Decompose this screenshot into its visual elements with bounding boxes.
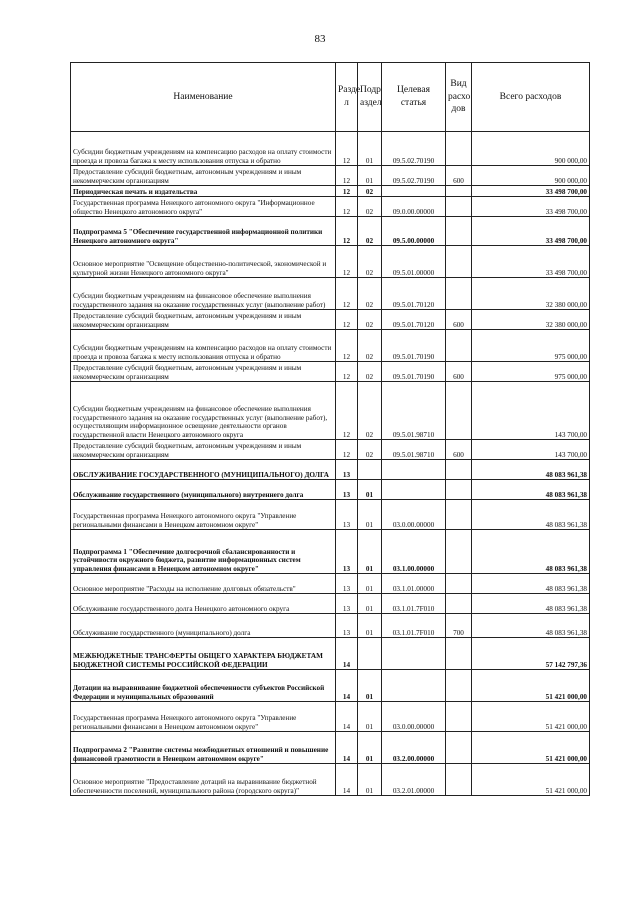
cell-section: 13	[336, 614, 358, 638]
cell-article: 09.5.02.70190	[382, 132, 446, 166]
table-row	[71, 132, 590, 166]
cell-article: 03.1.01.7F010	[382, 594, 446, 614]
cell-total: 975 000,00	[472, 362, 590, 382]
cell-total: 48 083 961,38	[472, 614, 590, 638]
cell-article	[382, 670, 446, 702]
cell-section: 12	[336, 197, 358, 217]
table-row	[71, 330, 590, 362]
cell-total: 48 083 961,38	[472, 460, 590, 480]
cell-total: 143 700,00	[472, 382, 590, 440]
cell-name: Основное мероприятие "Предоставление дотаций на выравнивание бюджетной обеспеченности поселений, муниципального района (городского округа)"	[71, 764, 336, 796]
cell-name: Основное мероприятие "Расходы на исполнение долговых обязательств"	[71, 574, 336, 594]
cell-name: Государственная программа Ненецкого автономного округа "Управление региональными финансами в Ненецком автономном округе"	[71, 702, 336, 732]
cell-section: 12	[336, 132, 358, 166]
table-row	[71, 217, 590, 246]
cell-total: 32 380 000,00	[472, 278, 590, 310]
cell-name: Предоставление субсидий бюджетным, автономным учреждениям и иным некоммерческим организациям	[71, 310, 336, 330]
cell-article: 09.5.01.98710	[382, 382, 446, 440]
cell-total: 33 498 700,00	[472, 186, 590, 197]
cell-expense-type	[446, 530, 472, 574]
cell-subsection: 01	[358, 132, 382, 166]
cell-subsection: 01	[358, 702, 382, 732]
table-row	[71, 670, 590, 702]
cell-total: 33 498 700,00	[472, 217, 590, 246]
cell-name: Предоставление субсидий бюджетным, автономным учреждениям и иным некоммерческим организациям	[71, 440, 336, 460]
cell-article: 03.1.00.00000	[382, 530, 446, 574]
cell-subsection: 02	[358, 362, 382, 382]
table-row	[71, 310, 590, 330]
cell-article: 09.5.02.70190	[382, 166, 446, 186]
cell-subsection: 01	[358, 530, 382, 574]
table-row	[71, 638, 590, 670]
cell-subsection: 01	[358, 670, 382, 702]
cell-section: 13	[336, 480, 358, 500]
cell-expense-type	[446, 670, 472, 702]
cell-subsection: 01	[358, 614, 382, 638]
cell-name: Субсидии бюджетным учреждениям на компенсацию расходов на оплату стоимости проезда и провоза багажа к месту использования отпуска и обратно	[71, 330, 336, 362]
cell-subsection: 02	[358, 246, 382, 278]
cell-expense-type	[446, 594, 472, 614]
cell-subsection	[358, 460, 382, 480]
cell-total: 57 142 797,36	[472, 638, 590, 670]
table-row	[71, 166, 590, 186]
cell-article: 09.5.01.70190	[382, 362, 446, 382]
cell-expense-type	[446, 500, 472, 530]
cell-section: 14	[336, 764, 358, 796]
cell-total: 143 700,00	[472, 440, 590, 460]
cell-total: 32 380 000,00	[472, 310, 590, 330]
cell-subsection: 01	[358, 574, 382, 594]
cell-section: 12	[336, 278, 358, 310]
cell-subsection: 02	[358, 440, 382, 460]
cell-name: Периодическая печать и издательства	[71, 186, 336, 197]
table-header-row	[71, 63, 590, 132]
cell-expense-type	[446, 186, 472, 197]
cell-subsection: 01	[358, 764, 382, 796]
cell-expense-type	[446, 732, 472, 764]
header-article: Целевая статья	[382, 63, 446, 132]
cell-subsection: 02	[358, 382, 382, 440]
cell-section: 14	[336, 638, 358, 670]
cell-name: ОБСЛУЖИВАНИЕ ГОСУДАРСТВЕННОГО (МУНИЦИПАЛЬНОГО) ДОЛГА	[71, 460, 336, 480]
cell-total: 51 421 000,00	[472, 702, 590, 732]
cell-subsection: 01	[358, 732, 382, 764]
cell-subsection: 02	[358, 217, 382, 246]
cell-subsection: 02	[358, 330, 382, 362]
cell-name: Основное мероприятие "Освещение общественно-политической, экономической и культурной жизни Ненецкого автономного округа"	[71, 246, 336, 278]
cell-article: 03.1.01.7F010	[382, 614, 446, 638]
cell-section: 12	[336, 246, 358, 278]
cell-expense-type: 700	[446, 614, 472, 638]
cell-section: 12	[336, 330, 358, 362]
cell-section: 13	[336, 530, 358, 574]
cell-section: 14	[336, 732, 358, 764]
table-row	[71, 362, 590, 382]
cell-total: 51 421 000,00	[472, 732, 590, 764]
table-row	[71, 440, 590, 460]
cell-article: 09.5.01.70120	[382, 310, 446, 330]
cell-total: 48 083 961,38	[472, 530, 590, 574]
table-row	[71, 574, 590, 594]
cell-article: 09.5.01.70190	[382, 330, 446, 362]
cell-name: Обслуживание государственного (муниципального) долга	[71, 614, 336, 638]
cell-total: 48 083 961,38	[472, 480, 590, 500]
cell-article	[382, 480, 446, 500]
cell-name: Подпрограмма 1 "Обеспечение долгосрочной сбалансированности и устойчивости окружного бюджета, развитие информационных систем управления финансами в Ненецком автономном округе"	[71, 530, 336, 574]
cell-total: 975 000,00	[472, 330, 590, 362]
table-row	[71, 500, 590, 530]
cell-article: 03.2.00.00000	[382, 732, 446, 764]
cell-expense-type	[446, 638, 472, 670]
cell-section: 13	[336, 594, 358, 614]
cell-article: 09.5.01.98710	[382, 440, 446, 460]
budget-table	[70, 62, 590, 796]
cell-name: Дотации на выравнивание бюджетной обеспеченности субъектов Российской Федерации и муниципальных образований	[71, 670, 336, 702]
cell-expense-type: 600	[446, 310, 472, 330]
cell-subsection: 01	[358, 500, 382, 530]
cell-name: Предоставление субсидий бюджетным, автономным учреждениям и иным некоммерческим организациям	[71, 166, 336, 186]
cell-article	[382, 638, 446, 670]
cell-expense-type	[446, 382, 472, 440]
cell-name: Обслуживание государственного долга Ненецкого автономного округа	[71, 594, 336, 614]
cell-subsection: 01	[358, 594, 382, 614]
table-row	[71, 732, 590, 764]
cell-name: Государственная программа Ненецкого автономного округа "Информационное общество Ненецкого автономного округа"	[71, 197, 336, 217]
table-row	[71, 530, 590, 574]
cell-expense-type	[446, 246, 472, 278]
cell-expense-type	[446, 480, 472, 500]
cell-subsection	[358, 638, 382, 670]
cell-name: Субсидии бюджетным учреждениям на компенсацию расходов на оплату стоимости проезда и провоза багажа к месту использования отпуска и обратно	[71, 132, 336, 166]
cell-expense-type	[446, 330, 472, 362]
header-expense-type: Вид расхо дов	[446, 63, 472, 132]
cell-subsection: 02	[358, 197, 382, 217]
cell-article: 03.2.01.00000	[382, 764, 446, 796]
table-row	[71, 702, 590, 732]
header-subsection: Подр аздел	[358, 63, 382, 132]
cell-total: 48 083 961,38	[472, 574, 590, 594]
cell-expense-type	[446, 132, 472, 166]
table-row	[71, 278, 590, 310]
cell-article: 09.0.00.00000	[382, 197, 446, 217]
table-row	[71, 460, 590, 480]
cell-section: 13	[336, 500, 358, 530]
cell-subsection: 02	[358, 278, 382, 310]
header-name: Наименование	[71, 63, 336, 132]
cell-article: 03.0.00.00000	[382, 500, 446, 530]
cell-article: 03.0.00.00000	[382, 702, 446, 732]
cell-section: 12	[336, 217, 358, 246]
cell-subsection: 01	[358, 480, 382, 500]
page-number: 83	[314, 33, 326, 45]
cell-subsection: 01	[358, 166, 382, 186]
cell-expense-type: 600	[446, 440, 472, 460]
cell-article: 09.5.00.00000	[382, 217, 446, 246]
cell-section: 12	[336, 382, 358, 440]
table-row	[71, 186, 590, 197]
cell-expense-type	[446, 197, 472, 217]
table-row	[71, 246, 590, 278]
cell-name: Предоставление субсидий бюджетным, автономным учреждениям и иным некоммерческим организациям	[71, 362, 336, 382]
table-row	[71, 197, 590, 217]
cell-expense-type	[446, 278, 472, 310]
cell-section: 12	[336, 310, 358, 330]
cell-name: Обслуживание государственного (муниципального) внутреннего долга	[71, 480, 336, 500]
table-row	[71, 480, 590, 500]
cell-name: Государственная программа Ненецкого автономного округа "Управление региональными финансами в Ненецком автономном округе"	[71, 500, 336, 530]
cell-expense-type	[446, 764, 472, 796]
table-row	[71, 594, 590, 614]
cell-article	[382, 460, 446, 480]
cell-expense-type	[446, 460, 472, 480]
cell-article: 09.5.01.00000	[382, 246, 446, 278]
cell-total: 48 083 961,38	[472, 500, 590, 530]
cell-total: 51 421 000,00	[472, 670, 590, 702]
cell-expense-type: 600	[446, 362, 472, 382]
cell-name: Субсидии бюджетным учреждениям на финансовое обеспечение выполнения государственного задания на оказание государственных услуг (выполнение работ)	[71, 278, 336, 310]
cell-subsection: 02	[358, 310, 382, 330]
cell-section: 12	[336, 440, 358, 460]
cell-total: 900 000,00	[472, 166, 590, 186]
cell-section: 13	[336, 574, 358, 594]
cell-name: Субсидии бюджетным учреждениям на финансовое обеспечение выполнения государственного задания на оказание государственных услуг (выполнение работ), осуществляющим информационное освещение деятельности органов государственной власти Ненецкого автономного округа	[71, 382, 336, 440]
cell-subsection: 02	[358, 186, 382, 197]
cell-section: 12	[336, 186, 358, 197]
header-total: Всего расходов	[472, 63, 590, 132]
cell-section: 12	[336, 362, 358, 382]
cell-total: 33 498 700,00	[472, 197, 590, 217]
cell-name: Подпрограмма 5 "Обеспечение государственной информационной политики Ненецкого автономного округа"	[71, 217, 336, 246]
cell-expense-type	[446, 217, 472, 246]
cell-section: 14	[336, 702, 358, 732]
table-row	[71, 382, 590, 440]
cell-total: 48 083 961,38	[472, 594, 590, 614]
cell-name: МЕЖБЮДЖЕТНЫЕ ТРАНСФЕРТЫ ОБЩЕГО ХАРАКТЕРА БЮДЖЕТАМ БЮДЖЕТНОЙ СИСТЕМЫ РОССИЙСКОЙ ФЕДЕРАЦИИ	[71, 638, 336, 670]
cell-expense-type: 600	[446, 166, 472, 186]
cell-article: 09.5.01.70120	[382, 278, 446, 310]
cell-section: 12	[336, 166, 358, 186]
header-section: Разде л	[336, 63, 358, 132]
table-row	[71, 614, 590, 638]
cell-expense-type	[446, 702, 472, 732]
cell-total: 51 421 000,00	[472, 764, 590, 796]
cell-article	[382, 186, 446, 197]
cell-name: Подпрограмма 2 "Развитие системы межбюджетных отношений и повышение финансовой грамотности в Ненецком автономном округе"	[71, 732, 336, 764]
cell-expense-type	[446, 574, 472, 594]
cell-article: 03.1.01.00000	[382, 574, 446, 594]
table-row	[71, 764, 590, 796]
cell-total: 900 000,00	[472, 132, 590, 166]
cell-section: 13	[336, 460, 358, 480]
cell-total: 33 498 700,00	[472, 246, 590, 278]
cell-section: 14	[336, 670, 358, 702]
